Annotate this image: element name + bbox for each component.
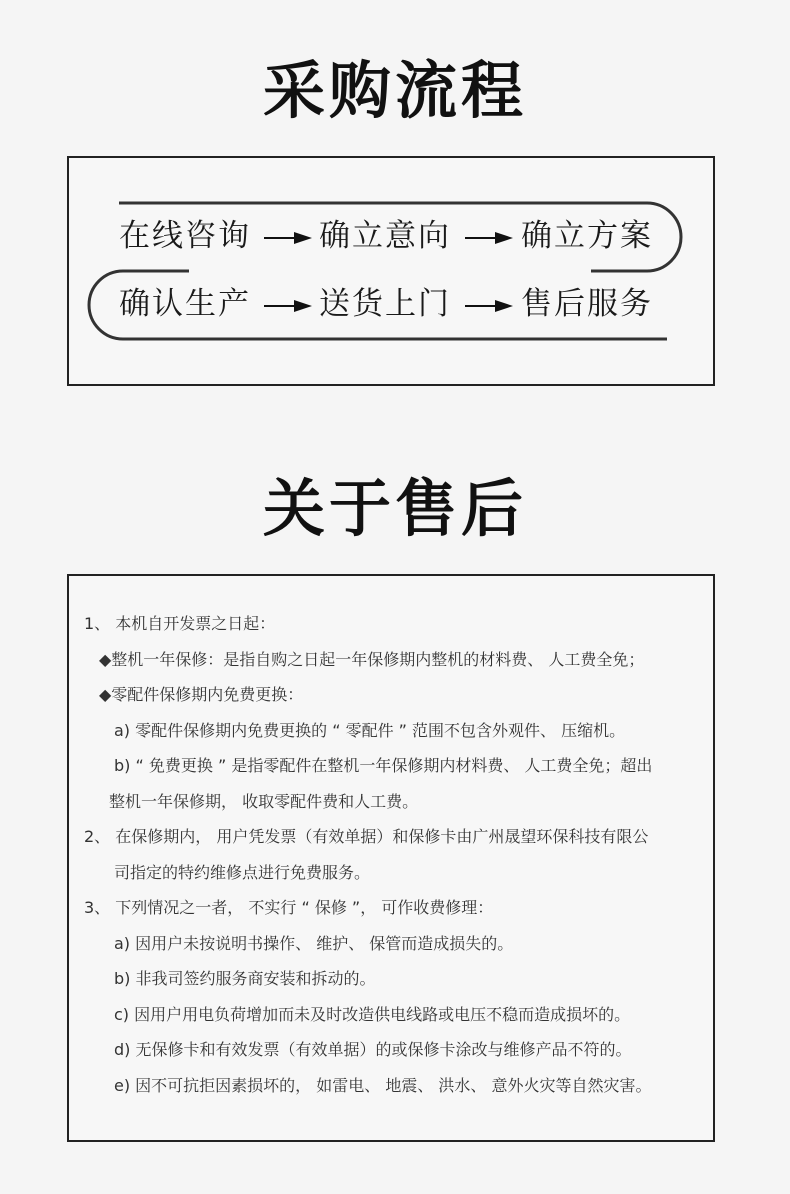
purchase-process-title: 采购流程 <box>262 54 527 127</box>
after-sales-title: 关于售后 <box>262 472 527 545</box>
after-sales-sub-a: a) 零配件保修期内免费更换的 “ 零配件 ” 范围不包含外观件、 压缩机。 <box>114 721 626 740</box>
right-arrow-icon <box>264 299 312 313</box>
after-sales-box <box>67 574 715 1142</box>
after-sales-exclusion-b: b) 非我司签约服务商安装和拆动的。 <box>114 969 376 988</box>
after-sales-exclusion-a: a) 因用户未按说明书操作、 维护、 保管而造成损失的。 <box>114 934 514 953</box>
after-sales-sub-b: b) “ 免费更换 ” 是指零配件在整机一年保修期内材料费、 人工费全免；超出 <box>114 756 653 775</box>
after-sales-exclusion-d: d) 无保修卡和有效发票（有效单据）的或保修卡涂改与维修产品不符的。 <box>114 1040 632 1059</box>
purchase-flow-box <box>67 156 715 386</box>
after-sales-item-3: 3、 下列情况之一者， 不实行 “ 保修 ”， 可作收费修理： <box>84 898 494 917</box>
right-arrow-icon <box>465 231 513 245</box>
after-sales-item-1: 1、 本机自开发票之日起： <box>84 614 276 633</box>
right-arrow-icon <box>465 299 513 313</box>
after-sales-bullet-warranty: ◆整机一年保修：是指自购之日起一年保修期内整机的材料费、 人工费全免； <box>99 650 645 669</box>
after-sales-item-2-cont: 司指定的特约维修点进行免费服务。 <box>114 863 371 882</box>
right-arrow-icon <box>264 231 312 245</box>
step-after-sales: 售后服务 <box>521 286 653 322</box>
after-sales-bullet-parts: ◆零配件保修期内免费更换： <box>99 685 304 704</box>
after-sales-sub-b-cont: 整机一年保修期， 收取零配件费和人工费。 <box>109 792 419 811</box>
after-sales-item-2: 2、 在保修期内， 用户凭发票（有效单据）和保修卡由广州晟望环保科技有限公 <box>84 827 649 846</box>
after-sales-exclusion-c: c) 因用户用电负荷增加而未及时改造供电线路或电压不稳而造成损坏的。 <box>114 1005 631 1024</box>
step-online-consult: 在线咨询 <box>119 218 251 254</box>
step-confirm-plan: 确立方案 <box>521 218 653 254</box>
step-delivery: 送货上门 <box>319 286 451 322</box>
flow-track-lines <box>69 158 717 388</box>
step-confirm-production: 确认生产 <box>119 286 251 322</box>
step-confirm-intent: 确立意向 <box>319 218 451 254</box>
after-sales-exclusion-e: e) 因不可抗拒因素损坏的， 如雷电、 地震、 洪水、 意外火灾等自然灾害。 <box>114 1076 652 1095</box>
